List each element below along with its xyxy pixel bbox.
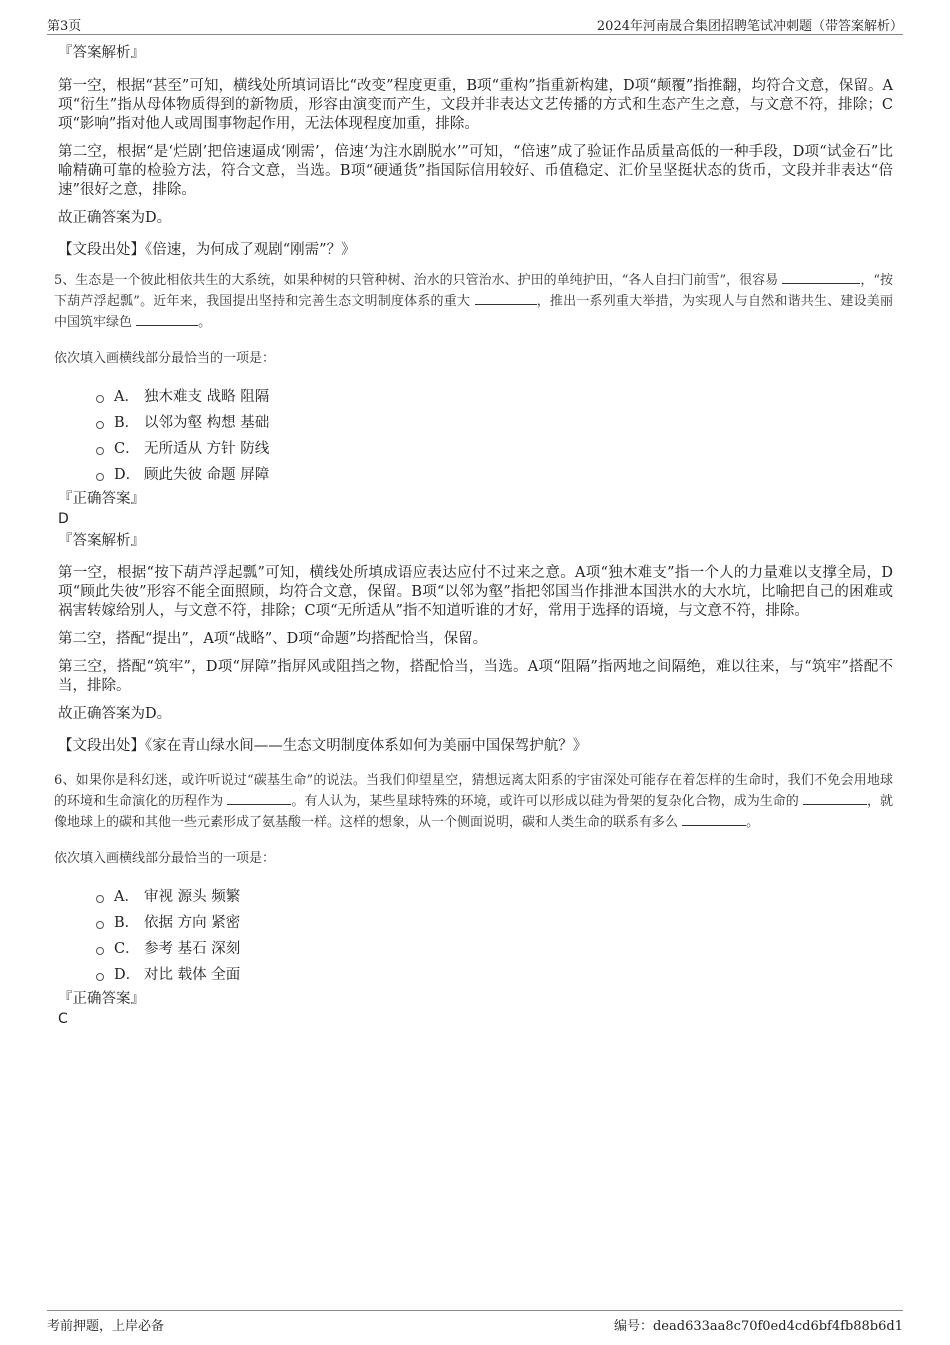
page-footer: [47, 1310, 903, 1334]
radio-icon[interactable]: [96, 447, 104, 455]
option-list: [96, 384, 893, 488]
option-b[interactable]: B． 以邻为壑 构想 基础: [96, 410, 893, 436]
analysis-paragraph: 第三空，搭配“筑牢”，D项“屏障”指屏风或阻挡之物，搭配恰当，当选。A项“阻隔”指两地之间隔绝，难以往来，与“筑牢”搭配不当，排除。: [58, 659, 893, 694]
analysis-conclusion: 故正确答案为D。: [58, 706, 172, 722]
correct-answer: C: [58, 1011, 68, 1027]
question-6-stem: 6、如果你是科幻迷，或许听说过“碳基生命”的说法。当我们仰望星空，猜想远离太阳系的宇宙深处可能存在着怎样的生命时，我们不免会用地球的环境和生命演化的历程作为 。有人认为，某些星球特殊的环境，或许可以形成以硅为骨架的复杂化合物，成为生命的 ，就像地球上的碳和其他一些元素形成了氨基酸一样。这样的想象，从一个侧面说明，碳和人类生命的联系有多么 。: [54, 773, 893, 830]
blank-line: [682, 812, 746, 826]
document-id: 编号：dead633aa8c70f0ed4cd6bf4fb88b6d1: [613, 1319, 903, 1334]
analysis-conclusion: 故正确答案为D。: [58, 210, 172, 226]
option-list: [96, 884, 893, 988]
analysis-paragraph: 第二空，搭配“提出”，A项“战略”、D项“命题”均搭配恰当，保留。: [58, 631, 488, 647]
option-d[interactable]: D． 顾此失彼 命题 屏障: [96, 462, 893, 488]
analysis-label: 『答案解析』: [58, 533, 145, 549]
question-number: 5、: [54, 273, 76, 288]
question-5-stem: 5、生态是一个彼此相依共生的大系统，如果种树的只管种树、治水的只管治水、护田的单纯护田，“各人自扫门前雪”，很容易 ，“按下葫芦浮起瓢”。近年来，我国提出坚持和完善生态文明制度体系的重大 ，推出一系列重大举措，为实现人与自然和谐共生、建设美丽中国筑牢绿色 。: [54, 270, 893, 333]
footer-slogan: 考前押题，上岸必备: [47, 1319, 165, 1334]
radio-icon[interactable]: [96, 947, 104, 955]
radio-icon[interactable]: [96, 473, 104, 481]
analysis-label: 『答案解析』: [58, 45, 145, 61]
text-source: 【文段出处】《家在青山绿水间——生态文明制度体系如何为美丽中国保驾护航？》: [58, 738, 588, 754]
blank-line: [803, 791, 867, 805]
correct-answer-label: 『正确答案』: [58, 491, 145, 507]
option-a[interactable]: A． 审视 源头 频繁: [96, 884, 893, 910]
blank-line: [782, 270, 860, 284]
radio-icon[interactable]: [96, 421, 104, 429]
page-header: [47, 14, 903, 35]
correct-answer: D: [58, 511, 69, 527]
document-body: [54, 44, 893, 1030]
option-c[interactable]: C． 无所适从 方针 防线: [96, 436, 893, 462]
option-b[interactable]: B． 依据 方向 紧密: [96, 910, 893, 936]
analysis-paragraph: 第一空，根据“按下葫芦浮起瓢”可知，横线处所填成语应表达应付不过来之意。A项“独木难支”指一个人的力量难以支撑全局，D项“顾此失彼”形容不能全面照顾，均符合文意，保留。B项“以邻为壑”指把邻国当作排泄本国洪水的大水坑，比喻把自己的困难或祸害转嫁给别人，与文意不符，排除；C项“无所适从”指不知道听谁的才好，常用于选择的语境，与文意不符，排除。: [58, 565, 893, 619]
radio-icon[interactable]: [96, 921, 104, 929]
blank-line: [136, 312, 198, 326]
option-c[interactable]: C． 参考 基石 深刻: [96, 936, 893, 962]
question-prompt: 依次填入画横线部分最恰当的一项是：: [54, 351, 276, 366]
blank-line: [475, 291, 537, 305]
analysis-paragraph: 第二空，根据“是‘烂剧’把倍速逼成‘刚需’，倍速‘为注水剧脱水’”可知，“倍速”成了验证作品质量高低的一种手段，D项“试金石”比喻精确可靠的检验方法，符合文意，当选。B项“硬通货”指国际信用较好、币值稳定、汇价呈坚挺状态的货币，文段并非表达“倍速”很好之意，排除。: [58, 144, 893, 198]
question-number: 6、: [54, 773, 76, 788]
analysis-paragraph: 第一空，根据“甚至”可知，横线处所填词语比“改变”程度更重，B项“重构”指重新构建，D项“颠覆”指推翻，均符合文意，保留。A项“衍生”指从母体物质得到的新物质，形容由演变而产生，文段并非表达文艺传播的方式和生态产生之意，与文意不符，排除；C项“影响”指对他人或周围事物起作用，无法体现程度加重，排除。: [58, 78, 893, 132]
blank-line: [227, 791, 291, 805]
correct-answer-label: 『正确答案』: [58, 991, 145, 1007]
option-a[interactable]: A． 独木难支 战略 阻隔: [96, 384, 893, 410]
text-source: 【文段出处】《倍速，为何成了观剧“刚需”？》: [58, 242, 356, 258]
page-number: 第3页: [47, 19, 82, 34]
document-title: 2024年河南晟合集团招聘笔试冲刺题（带答案解析）: [596, 19, 903, 34]
radio-icon[interactable]: [96, 395, 104, 403]
option-d[interactable]: D． 对比 载体 全面: [96, 962, 893, 988]
question-prompt: 依次填入画横线部分最恰当的一项是：: [54, 851, 276, 866]
radio-icon[interactable]: [96, 973, 104, 981]
radio-icon[interactable]: [96, 895, 104, 903]
